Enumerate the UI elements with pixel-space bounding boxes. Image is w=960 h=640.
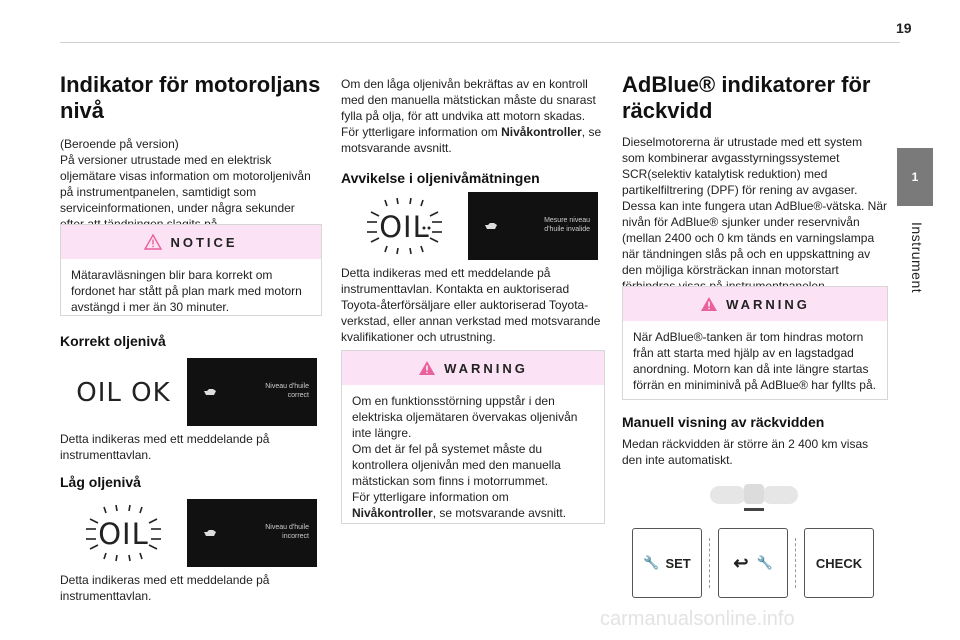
notice-text: Mätaravläsningen blir bara korrekt om fordonet har stått på plan mark med motorn avstängd i mer än 30 minuter.: [71, 268, 302, 314]
column-3: [622, 72, 888, 294]
oil-can-icon: [484, 222, 498, 230]
oil-can-icon: [203, 388, 217, 396]
oil-low-text: OIL: [98, 517, 149, 551]
warning-text: Om en funktionsstörning uppstår i den elektriska oljemätaren övervakas oljenivån inte längre. Om det är fel på systemet måste du kontrollera oljenivån med den manuella mätstickan som finns i motorrummet. För ytterligare information om Nivåkontroller, se motsvarande avsnitt.: [352, 394, 578, 520]
dipstick-text: Om den låga oljenivån bekräftas av en kontroll med den manuella mätstickan måste du snarast fylla på olja, för att undvika att motorn skadas. För ytterligare information om Nivåkontroller, se motsvarande avsnitt.: [341, 77, 602, 155]
header-rule: [60, 42, 900, 43]
correct-oil-desc: [60, 431, 322, 463]
set-button-label: SET: [665, 555, 691, 571]
heading-manual-range: Manuell visning av räckvidden: [622, 414, 825, 430]
warning-label: WARNING: [726, 296, 810, 312]
warning-box-oil: [341, 350, 605, 524]
manual-range-section: [622, 414, 888, 468]
dash-message-invalid: [468, 192, 598, 260]
set-button[interactable]: [632, 528, 702, 598]
low-oil-desc: [60, 572, 322, 604]
chapter-label: Instrument: [909, 222, 925, 294]
column-2: [341, 76, 605, 186]
oil-invalid-text: OIL: [379, 210, 430, 244]
heading-deviation: Avvikelse i oljenivåmätningen: [341, 170, 540, 186]
warning-triangle-icon: [144, 234, 162, 250]
return-arrow-icon: ↩: [733, 552, 749, 573]
dash-message-low-text: Niveau d'huile incorrect: [265, 524, 309, 540]
oil-invalid-display: [341, 192, 468, 260]
correct-oil-text: Detta indikeras med ett meddelande på instrumenttavlan.: [60, 432, 270, 462]
deviation-desc: [341, 265, 605, 345]
adblue-warning-text: När AdBlue®-tanken är tom hindras motorn från att starta med hjälp av en lagstadgad anordning. Motorn kan då inte längre startas förrän en miniminivå på AdBlue® har fyllts på.: [633, 330, 876, 392]
oil-low-display: [60, 499, 187, 567]
chapter-tab[interactable]: 1: [897, 148, 933, 206]
notice-box: [60, 224, 322, 316]
oil-can-icon: [203, 529, 217, 537]
check-button-label: CHECK: [815, 555, 863, 571]
deviation-text: Detta indikeras med ett meddelande på instrumenttavlan. Kontakta en auktoriserad Toyota-återförsäljare eller auktoriserad Toyota-verkstad, eller annan verkstad med motsvarande kvalifikationer och utrustning.: [341, 266, 601, 344]
dash-message-invalid-text: Mesure niveau d'huile invalide: [544, 217, 590, 233]
warning-triangle-icon: [418, 360, 436, 376]
oil-ok-text: OIL OK: [76, 378, 171, 408]
return-wrench-button[interactable]: [718, 528, 788, 598]
oil-ok-display: [60, 358, 187, 426]
warning-label: WARNING: [444, 360, 528, 376]
watermark: carmanualsonline.info: [600, 608, 795, 630]
warning-box-adblue: [622, 286, 888, 400]
section-title-adblue: AdBlue® indikatorer för räckvidd: [622, 72, 871, 123]
heading-low-oil: Låg oljenivå: [60, 474, 141, 490]
button-divider: [709, 538, 711, 588]
dash-message-ok: [187, 358, 317, 426]
panel-oil-invalid: [341, 192, 598, 260]
intro-version: (Beroende på version): [60, 137, 179, 151]
heading-correct-oil: Korrekt oljenivå: [60, 333, 166, 349]
notice-label: NOTICE: [170, 234, 238, 250]
manual-range-text: Medan räckvidden är större än 2 400 km visas den inte automatiskt.: [622, 437, 869, 467]
panel-oil-ok: [60, 358, 317, 426]
column-1: [60, 72, 322, 232]
check-button[interactable]: [804, 528, 874, 598]
low-oil-text: Detta indikeras med ett meddelande på instrumenttavlan.: [60, 573, 270, 603]
panel-oil-low: [60, 499, 317, 567]
warning-triangle-icon: [700, 296, 718, 312]
page-number: 19: [896, 20, 912, 36]
wrench-icon: 🔧: [756, 555, 773, 570]
dash-message-low: [187, 499, 317, 567]
correct-oil-section: [60, 333, 322, 349]
section-title-oil-level: Indikator för motoroljans nivå: [60, 72, 321, 123]
dash-message-ok-text: Niveau d'huile correct: [265, 383, 309, 399]
adblue-intro: Dieselmotorerna är utrustade med ett system som kombinerar avgasstyrningssystemet SCR(selektiv katalytisk reduktion) med partikelfiltrering (DPF) för rening av avgaser. Dessa kan inte fungera utan AdBlue®-vätska. När nivån för AdBlue® sjunker under reservnivån (mellan 2400 och 0 km tänds en varningslampa när tändningen slås på och en uppskattning av den möjliga körsträckan innan motorstart: [622, 135, 887, 277]
warning-header: [623, 287, 887, 321]
intro-text: På versioner utrustade med en elektrisk oljemätare visas information om motoroljenivån på instrumentpanelen, samtidigt som serviceinformationen, under några sekunder: [60, 153, 311, 215]
notice-header: [61, 225, 321, 259]
warning-header: [342, 351, 604, 385]
steering-control-icon: [708, 480, 800, 516]
low-oil-section: [60, 474, 322, 490]
button-divider: [795, 538, 797, 588]
wrench-icon: 🔧: [643, 555, 660, 570]
